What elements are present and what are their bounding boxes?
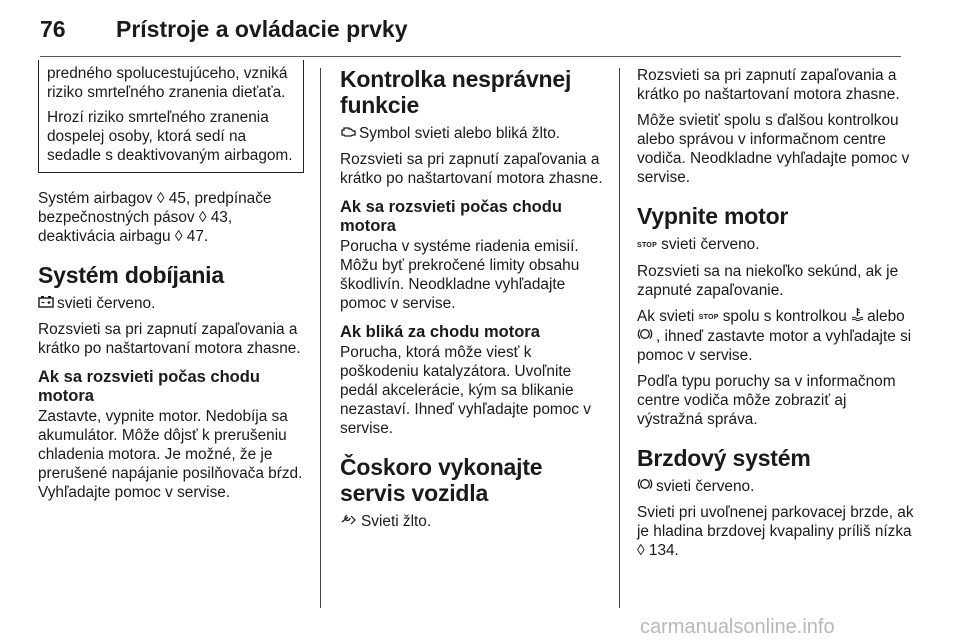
body-paragraph: Podľa typu poruchy sa v informačnom centre vodiča môže zobraziť aj výstražná správa. [637,373,896,428]
brake-icon [637,477,653,496]
stop-icon: STOP [637,242,658,249]
engine-icon [340,124,356,143]
body-paragraph: Rozsvieti sa pri zapnutí zapaľovania a krátko po naštartovaní motora zhasne. [340,151,603,187]
column-3 [637,66,915,567]
stop-icon: STOP [698,314,719,321]
sub-heading: Ak bliká za chodu motora [340,323,540,341]
watermark: carmanualsonline.info [640,616,835,638]
body-paragraph: Ak svieti STOP spolu s kontrolkou alebo , ihneď zastavte motor a vyhľadajte si pomoc v servise. [637,308,912,364]
sub-heading: Ak sa rozsvieti počas chodu motora [340,198,562,235]
section-heading-stop: Vypnite motor [637,203,789,229]
body-paragraph: Rozsvieti sa na niekoľko sekúnd, ak je zapnuté zapaľovanie. [637,263,899,299]
symbol-line [340,512,608,531]
symbol-line [637,235,915,255]
section-heading-service: Čoskoro vykonajte servis vozidla [340,454,543,506]
cross-reference-text: Systém airbagov ◊ 45, predpínače bezpečnostných pásov ◊ 43, deaktivácia airbagu ◊ 47. [38,190,272,245]
column-2 [340,66,608,538]
body-paragraph: Môže svietiť spolu s ďalšou kontrolkou alebo správou v informačnom centre vodiča. Neodkladne vyhľadajte pomoc v servise. [637,112,910,186]
warning-paragraph: predného spolucestujúceho, vzniká riziko smrteľného zranenia dieťaťa. [47,65,288,101]
section-heading-malfunction: Kontrolka nesprávnej funkcie [340,66,572,118]
page-header [40,16,930,56]
page-title: Prístroje a ovládacie prvky [116,16,408,42]
sub-heading: Ak sa rozsvieti počas chodu motora [38,368,260,405]
body-paragraph: Svieti pri uvoľnenej parkovacej brzde, ak je hladina brzdovej kvapaliny príliš nízka ◊ 134. [637,504,914,559]
symbol-line [38,294,304,313]
battery-icon [38,294,54,313]
symbol-text: svieti červeno. [57,295,156,312]
column-divider [320,68,321,608]
wrench-icon [340,512,358,531]
symbol-line [637,477,915,496]
body-paragraph: Porucha, ktorá môže viesť k poškodeniu katalyzátora. Uvoľnite pedál akcelerácie, kým sa blikanie nezastaví. Ihneď vyhľadajte pomoc v servise. [340,344,591,437]
symbol-line [340,124,608,143]
body-paragraph: Rozsvieti sa pri zapnutí zapaľovania a krátko po naštartovaní motora zhasne. [637,67,900,103]
column-1 [38,66,304,509]
symbol-text: Svieti žlto. [361,513,432,530]
symbol-text: Symbol svieti alebo bliká žlto. [359,125,561,142]
page-number: 76 [40,16,66,42]
warning-paragraph: Hrozí riziko smrteľného zranenia dospelej osoby, ktorá sedí na sedadle s deaktivovaným airbagom. [47,109,293,164]
section-heading-brake: Brzdový systém [637,445,811,471]
body-paragraph: Zastavte, vypnite motor. Nedobíja sa akumulátor. Môže dôjsť k prerušeniu chladenia motora. Je možné, že je prerušené napájanie posilňovača bŕzd. Vyhľadajte pomoc v servise. [38,408,303,501]
symbol-text: svieti červeno. [661,236,760,253]
symbol-text: svieti červeno. [656,478,755,495]
section-heading-charging: Systém dobíjania [38,262,224,288]
warning-box [38,60,304,173]
coolant-temperature-icon [851,307,864,326]
brake-icon [637,327,653,346]
body-paragraph: Porucha v systéme riadenia emisií. Môžu byť prekročené limity obsahu škodlivín. Neodkladne vyhľadajte pomoc v servise. [340,238,580,312]
column-divider [619,68,620,608]
body-paragraph: Rozsvieti sa pri zapnutí zapaľovania a krátko po naštartovaní motora zhasne. [38,321,301,357]
header-divider [40,56,901,57]
